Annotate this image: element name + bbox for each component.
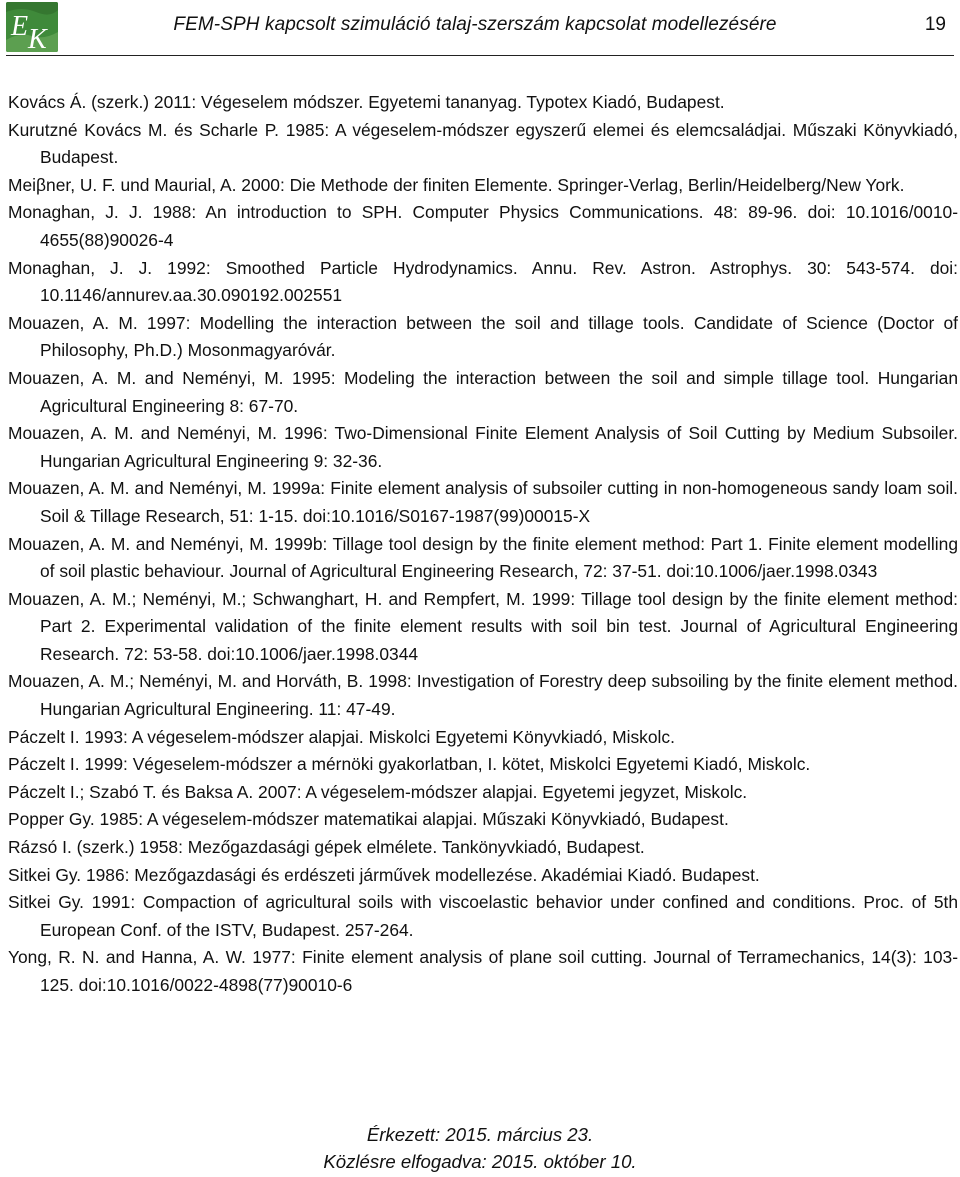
reference-item: Kovács Á. (szerk.) 2011: Végeselem módszer. Egyetemi tananyag. Typotex Kiadó, Budapest. [8, 92, 725, 112]
reference-item: Rázsó I. (szerk.) 1958: Mezőgazdasági gépek elmélete. Tankönyvkiadó, Budapest. [8, 837, 645, 858]
reference-list [8, 89, 958, 1000]
reference-item: Páczelt I. 1999: Végeselem-módszer a mérnöki gyakorlatban, I. kötet, Miskolci Egyetemi Kiadó, Miskolc. [8, 754, 811, 775]
received-date: Érkezett: 2015. március 23. [366, 1124, 594, 1145]
reference-item: Sitkei Gy. 1986: Mezőgazdasági és erdészeti járművek modellezése. Akadémiai Kiadó. Budapest. [8, 864, 760, 885]
reference-item: Monaghan, J. J. 1992: Smoothed Particle Hydrodynamics. Annu. Rev. Astron. Astrophys. 30: 543-574. doi: 10.1146/annurev.aa.30.090192.002551 [8, 257, 958, 306]
reference-item: Mouazen, A. M.; Neményi, M. and Horváth, B. 1998: Investigation of Forestry deep subsoiling by the finite element method. Hungarian Agricultural Engineering. 11: 47-49. [8, 671, 958, 720]
reference-item: Kurutzné Kovács M. és Scharle P. 1985: A végeselem-módszer egyszerű elemei és elemcsaládjai. Műszaki Könyvkiadó, Budapest. [8, 119, 958, 168]
reference-item: Sitkei Gy. 1991: Compaction of agricultural soils with viscoelastic behavior under confined and conditions. Proc. of 5th European Conf. of the ISTV, Budapest. 257-264. [8, 892, 958, 940]
page-number: 19 [924, 14, 946, 35]
reference-item: Mouazen, A. M. and Neményi, M. 1996: Two-Dimensional Finite Element Analysis of Soil Cutting by Medium Subsoiler. Hungarian Agricultural Engineering 9: 32-36. [8, 423, 958, 471]
reference-item: Mouazen, A. M.; Neményi, M.; Schwanghart, H. and Rempfert, M. 1999: Tillage tool design by the finite element method: Part 2. Experimental validation of the finite element results with soil bin test. Journal of Agricultural Engineering Research. 72: 53-58. doi:10.1006/jaer.1998.0344 [8, 588, 958, 664]
running-title: FEM-SPH kapcsolt szimuláció talaj-szerszám kapcsolat modellezésére [173, 14, 777, 35]
accepted-date: Közlésre elfogadva: 2015. október 10. [323, 1151, 637, 1172]
svg-text:K: K [28, 24, 47, 52]
header-rule [6, 55, 954, 56]
page-header [0, 0, 960, 56]
reference-item: Mouazen, A. M. and Neményi, M. 1999b: Tillage tool design by the finite element method: Part 1. Finite element modelling of soil plastic behaviour. Journal of Agricultural Engineering Research, 72: 37-51. doi:10.1006/jaer.1998.0343 [8, 533, 958, 582]
reference-item: Monaghan, J. J. 1988: An introduction to SPH. Computer Physics Communications. 48: 89-96. doi: 10.1016/0010-4655(88)90026-4 [8, 202, 958, 250]
reference-item: Mouazen, A. M. and Neményi, M. 1995: Modeling the interaction between the soil and simple tillage tool. Hungarian Agricultural Engineering 8: 67-70. [8, 367, 958, 416]
reference-item: Páczelt I.; Szabó T. és Baksa A. 2007: A végeselem-módszer alapjai. Egyetemi jegyzet, Miskolc. [8, 781, 748, 802]
reference-item: Mouazen, A. M. 1997: Modelling the interaction between the soil and tillage tools. Candidate of Science (Doctor of Philosophy, Ph.D.) Mosonmagyaróvár. [8, 312, 958, 361]
reference-item: Yong, R. N. and Hanna, A. W. 1977: Finite element analysis of plane soil cutting. Journal of Terramechanics, 14(3): 103-125. doi:10.1016/0022-4898(77)90010-6 [8, 947, 958, 995]
reference-item: Meiβner, U. F. und Maurial, A. 2000: Die Methode der finiten Elemente. Springer-Verlag, Berlin/Heidelberg/New York. [8, 174, 905, 195]
ek-logo-icon [6, 2, 58, 52]
svg-text:E: E [11, 11, 29, 42]
reference-item: Mouazen, A. M. and Neményi, M. 1999a: Finite element analysis of subsoiler cutting in non-homogeneous sandy loam soil. Soil & Tillage Research, 51: 1-15. doi:10.1016/S0167-1987(99)00015-X [8, 478, 958, 526]
reference-item: Páczelt I. 1993: A végeselem-módszer alapjai. Miskolci Egyetemi Könyvkiadó, Miskolc. [8, 726, 675, 747]
journal-logo [6, 2, 58, 52]
reference-item: Popper Gy. 1985: A végeselem-módszer matematikai alapjai. Műszaki Könyvkiadó, Budapest. [8, 809, 729, 830]
